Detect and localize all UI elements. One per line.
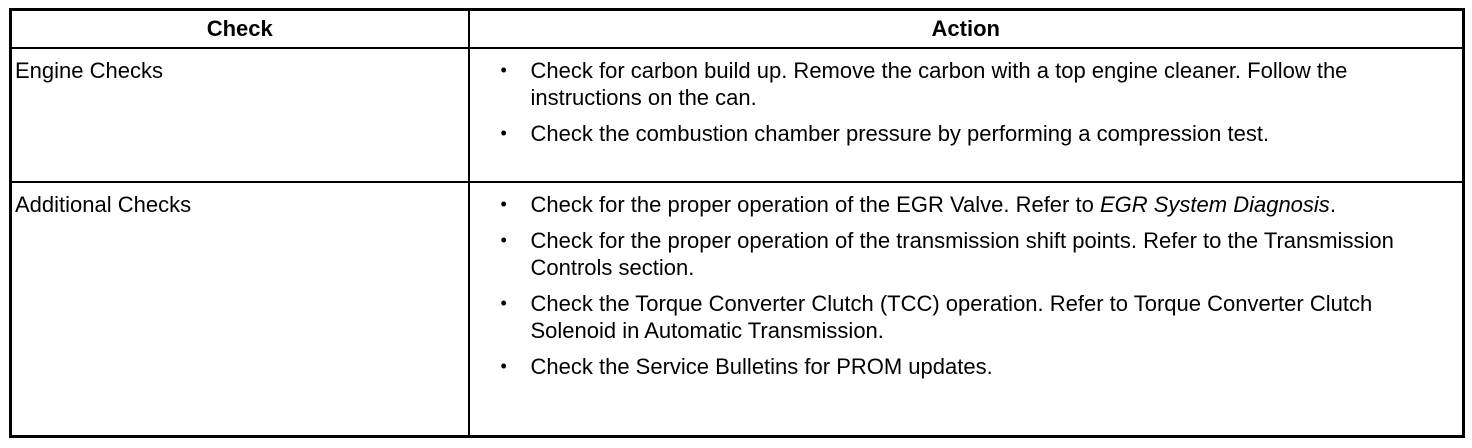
bullet-icon: • (500, 356, 507, 377)
list-item (500, 191, 1449, 218)
action-list (500, 191, 1449, 380)
header-action: Action (469, 10, 1464, 49)
action-text-tail: . (1329, 192, 1336, 218)
list-item (500, 290, 1449, 344)
bullet-icon: • (500, 123, 507, 143)
list-item (500, 227, 1449, 281)
check-cell-engine-checks: Engine Checks (11, 48, 469, 182)
action-text: Check for carbon build up. Remove the carbon with a top engine cleaner. Follow the instructions on the can. (530, 58, 1348, 110)
list-item (500, 353, 1449, 380)
check-cell-additional-checks: Additional Checks (11, 182, 469, 436)
bullet-icon: • (500, 60, 507, 80)
header-check: Check (11, 10, 469, 49)
reference-link-egr-system-diagnosis: EGR System Diagnosis (1099, 192, 1330, 218)
action-text: Check the combustion chamber pressure by performing a compression test. (530, 121, 1270, 146)
table-row (11, 182, 1464, 436)
list-item (500, 57, 1449, 111)
action-cell (469, 182, 1464, 436)
action-text: Check the Torque Converter Clutch (TCC) operation. Refer to Torque Converter Clutch Solenoid in Automatic Transmission. (530, 291, 1373, 344)
list-item (500, 120, 1449, 147)
table-row (11, 48, 1464, 182)
action-text: Check for the proper operation of the transmission shift points. Refer to the Transmission Controls section. (530, 228, 1394, 281)
action-text: Check for the proper operation of the EGR Valve. Refer to (530, 192, 1100, 218)
table-header-row (11, 10, 1464, 49)
bullet-icon: • (500, 293, 507, 314)
bullet-icon: • (500, 194, 507, 215)
diagnostic-table (9, 8, 1465, 438)
action-list (500, 57, 1449, 147)
action-cell (469, 48, 1464, 182)
action-text: Check the Service Bulletins for PROM updates. (530, 354, 993, 380)
bullet-icon: • (500, 230, 507, 251)
